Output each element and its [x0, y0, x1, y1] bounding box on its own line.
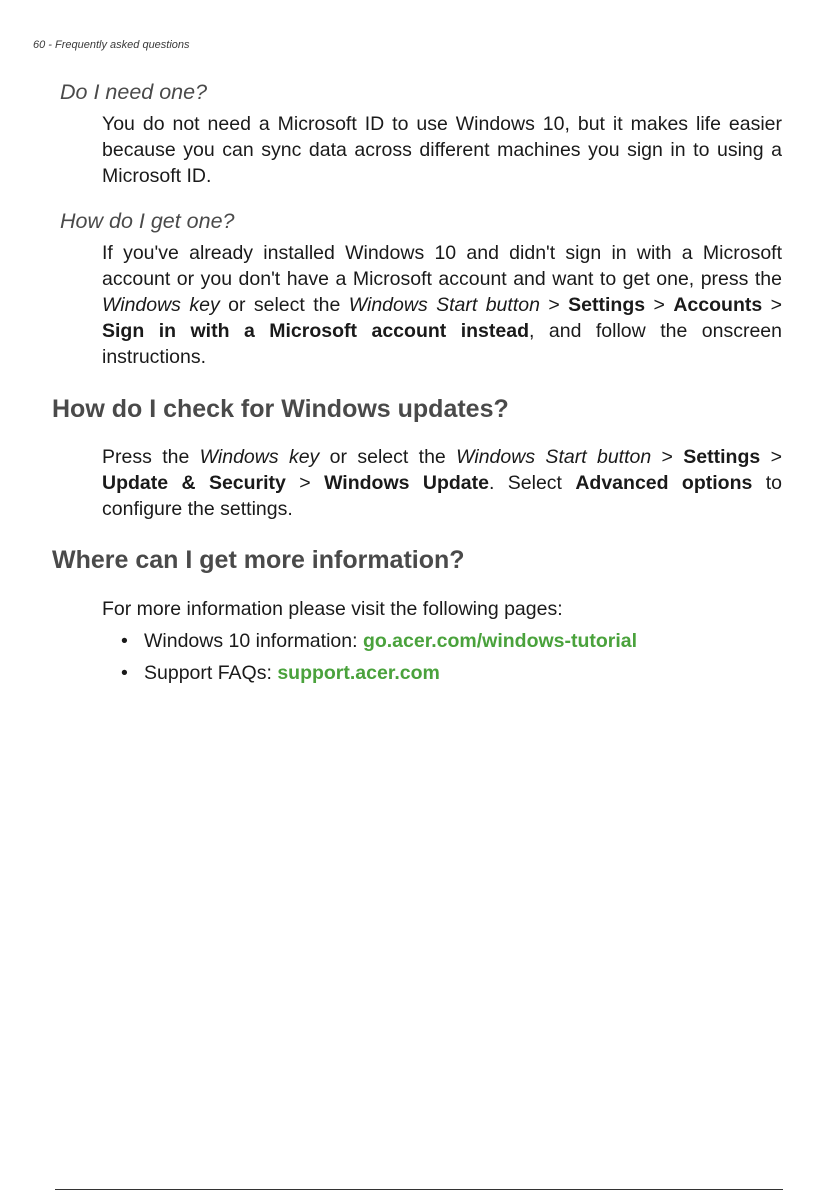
separator: > [651, 446, 684, 468]
paragraph-get-one [102, 240, 782, 370]
heading-windows-updates: How do I check for Windows updates? [52, 395, 509, 423]
separator: > [539, 294, 569, 316]
info-links-list [102, 628, 637, 692]
running-header: 60 - Frequently asked questions [33, 39, 190, 51]
settings-term: Settings [568, 294, 646, 316]
text-segment: , and follow the onscreen instructions. [102, 320, 782, 368]
text-segment: If you've already installed Windows 10 and didn't sign in with a Microsoft account or you don't have a Microsoft account and want to get one, press the [102, 242, 782, 290]
text-segment: or select the [219, 294, 349, 316]
settings-term: Settings [683, 446, 761, 468]
list-item [102, 628, 637, 660]
advanced-options-term: Advanced options [575, 472, 753, 494]
heading-more-information: Where can I get more information? [52, 546, 465, 574]
windows-update-term: Windows Update [324, 472, 489, 494]
list-item-label: Windows 10 information: [144, 630, 363, 652]
windows-start-button-term: Windows Start button [348, 294, 540, 316]
update-security-term: Update & Security [102, 472, 286, 494]
separator: > [760, 446, 782, 468]
list-item [102, 660, 637, 692]
text-segment: . Select [488, 472, 576, 494]
accounts-term: Accounts [673, 294, 763, 316]
separator: > [285, 472, 325, 494]
paragraph-windows-updates [102, 444, 782, 522]
windows-key-term: Windows key [102, 294, 220, 316]
support-link[interactable]: support.acer.com [277, 662, 440, 684]
sign-in-microsoft-term: Sign in with a Microsoft account instead [102, 320, 529, 342]
list-item-label: Support FAQs: [144, 662, 278, 684]
bullet-icon: • [121, 630, 128, 652]
paragraph-more-information: For more information please visit the following pages: [102, 598, 563, 620]
subheading-need-one: Do I need one? [60, 80, 208, 104]
text-segment: to configure the settings. [102, 472, 782, 520]
subheading-get-one: How do I get one? [60, 209, 235, 233]
windows-key-term: Windows key [199, 446, 320, 468]
footer-divider [55, 1189, 783, 1190]
text-segment: Press the [102, 446, 200, 468]
bullet-icon: • [121, 662, 128, 684]
separator: > [645, 294, 674, 316]
text-segment: or select the [319, 446, 457, 468]
separator: > [762, 294, 783, 316]
windows-start-button-term: Windows Start button [456, 446, 652, 468]
paragraph-need-one: You do not need a Microsoft ID to use Windows 10, but it makes life easier because you can sync data across different machines you sign in to using a Microsoft ID. [102, 113, 782, 187]
windows-tutorial-link[interactable]: go.acer.com/windows-tutorial [362, 630, 638, 652]
